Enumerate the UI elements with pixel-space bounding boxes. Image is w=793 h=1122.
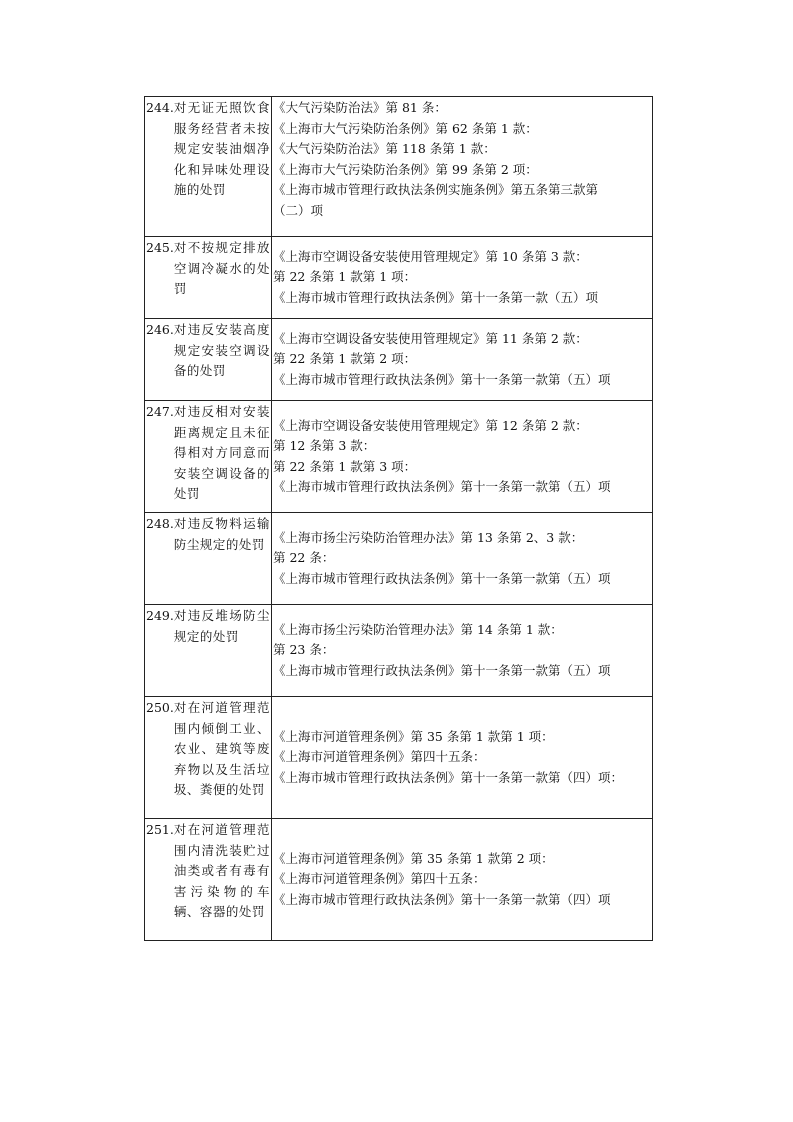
legal-basis-line: 《上海市空调设备安装使用管理规定》第 12 条第 2 款： (273, 417, 588, 433)
table-row (145, 401, 653, 513)
item-cell (145, 237, 272, 319)
legal-basis-line: 《上海市城市管理行政执法条例》第十一条第一款第（五）项 (273, 570, 611, 586)
legal-basis-line: 《上海市河道管理条例》第四十五条： (273, 871, 486, 887)
table-row (145, 319, 653, 401)
item-cell (145, 97, 272, 237)
legal-basis-line: 《上海市大气污染防治条例》第 62 条第 1 款： (273, 120, 538, 136)
item-cell (145, 401, 272, 513)
item-number: 249. (146, 608, 174, 623)
table-body (145, 97, 653, 941)
item-number: 246. (146, 322, 174, 337)
table-row (145, 237, 653, 319)
legal-basis-line: 第 22 条第 1 款第 1 项： (273, 269, 417, 285)
item-number: 244. (146, 100, 174, 115)
legal-basis-line: 《上海市空调设备安装使用管理规定》第 11 条第 2 款： (273, 330, 588, 346)
item-number: 245. (146, 240, 174, 255)
legal-basis-line: 《上海市大气污染防治条例》第 99 条第 2 项： (273, 161, 538, 177)
item-description: 对不按规定排放空调冷凝水的处罚 (173, 240, 270, 296)
legal-basis-line: 第 22 条： (273, 550, 335, 566)
item-cell (145, 513, 272, 605)
legal-basis-line: 《上海市空调设备安装使用管理规定》第 10 条第 3 款： (273, 248, 588, 264)
legal-basis-cell (272, 237, 653, 319)
item-description: 对在河道管理范围内倾倒工业、农业、建筑等废弃物以及生活垃圾、粪便的处罚 (173, 700, 270, 797)
legal-basis-line: 《大气污染防治法》第 81 条： (273, 100, 447, 115)
legal-basis-cell (272, 401, 653, 513)
table-row (145, 819, 653, 941)
legal-basis-line: 第 22 条第 1 款第 3 项： (273, 458, 417, 474)
item-description: 对违反物料运输防尘规定的处罚 (173, 516, 270, 552)
legal-basis-line: 《上海市城市管理行政执法条例》第十一条第一款第（四）项 (273, 891, 611, 907)
legal-basis-line: 《上海市城市管理行政执法条例实施条例》第五条第三款第 (273, 182, 599, 197)
item-number: 247. (146, 404, 174, 419)
legal-basis-line: 第 12 条第 3 款： (273, 438, 376, 453)
legal-basis-line: 《大气污染防治法》第 118 条第 1 款： (273, 141, 496, 156)
table-row (145, 97, 653, 237)
legal-basis-line: 《上海市河道管理条例》第 35 条第 1 款第 1 项： (273, 728, 554, 744)
table-row (145, 513, 653, 605)
legal-basis-line: 《上海市城市管理行政执法条例》第十一条第一款第（五）项 (273, 479, 611, 494)
legal-basis-cell (272, 605, 653, 697)
legal-basis-line: 《上海市城市管理行政执法条例》第十一条第一款（五）项 (273, 289, 599, 305)
legal-basis-line: 《上海市扬尘污染防治管理办法》第 14 条第 1 款： (273, 621, 563, 637)
item-cell (145, 319, 272, 401)
legal-basis-cell (272, 513, 653, 605)
item-description: 对违反相对安装距离规定且未征得相对方同意而安装空调设备的处罚 (173, 404, 270, 501)
item-cell (145, 819, 272, 941)
item-cell (145, 697, 272, 819)
table-row (145, 697, 653, 819)
legal-basis-line: 第 22 条第 1 款第 2 项： (273, 351, 417, 367)
item-cell (145, 605, 272, 697)
legal-basis-line: 《上海市城市管理行政执法条例》第十一条第一款第（五）项 (273, 371, 611, 387)
penalty-basis-table (144, 96, 653, 941)
item-number: 250. (146, 700, 174, 715)
legal-basis-cell (272, 97, 653, 237)
legal-basis-cell (272, 319, 653, 401)
legal-basis-line: （二）项 (273, 202, 324, 218)
table-row (145, 605, 653, 697)
legal-basis-line: 《上海市河道管理条例》第 35 条第 1 款第 2 项： (273, 850, 554, 866)
legal-basis-cell (272, 819, 653, 941)
legal-basis-line: 《上海市城市管理行政执法条例》第十一条第一款第（四）项： (273, 769, 624, 785)
item-description: 对违反安装高度规定安装空调设备的处罚 (173, 322, 270, 378)
legal-basis-line: 《上海市扬尘污染防治管理办法》第 13 条第 2、3 款： (273, 529, 584, 545)
item-description: 对在河道管理范围内清洗装贮过油类或者有毒有害污染物的车辆、容器的处罚 (173, 822, 270, 919)
legal-basis-line: 《上海市河道管理条例》第四十五条： (273, 749, 486, 765)
item-description: 对违反堆场防尘规定的处罚 (173, 608, 270, 644)
legal-basis-line: 《上海市城市管理行政执法条例》第十一条第一款第（五）项 (273, 662, 611, 678)
item-number: 248. (146, 516, 174, 531)
item-description: 对无证无照饮食服务经营者未按规定安装油烟净化和异味处理设施的处罚 (173, 100, 270, 197)
legal-basis-line: 第 23 条： (273, 642, 335, 658)
item-number: 251. (146, 822, 174, 837)
legal-basis-cell (272, 697, 653, 819)
